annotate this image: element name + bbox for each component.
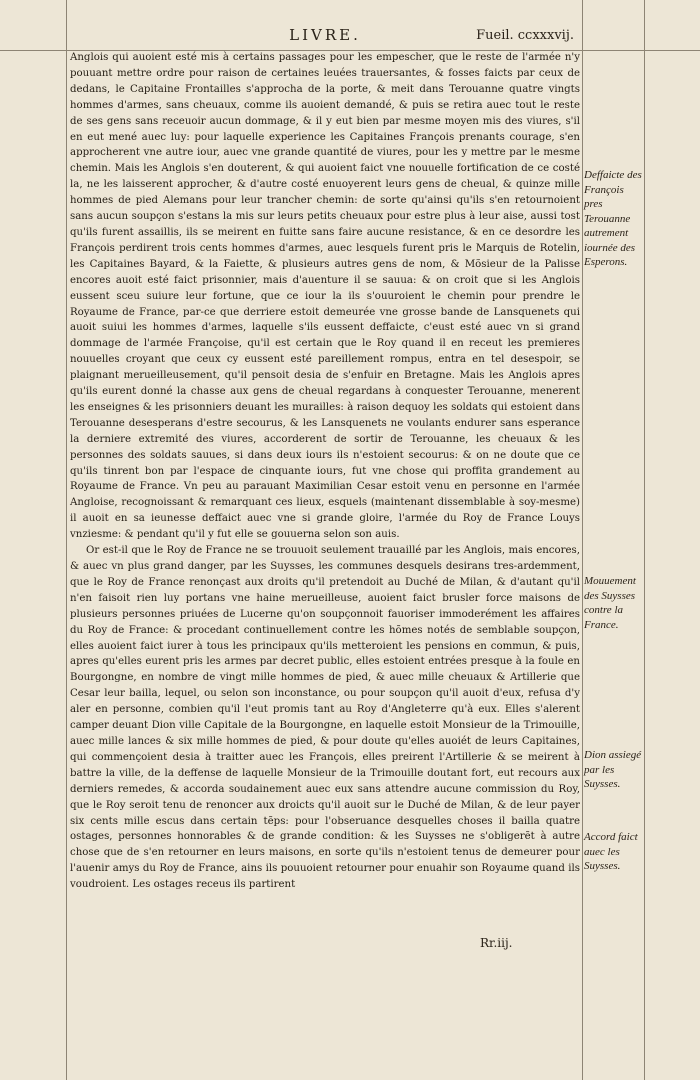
paragraph: Or est-il que le Roy de France ne se trouuoit seulement trauaillé par les Anglois, mais encores, & auec vn plus grand danger, par les Suysses, les communes desquels desirans tres-ardemment, que le Roy de France renonçast aux droits qu'il pretendoit au Duché de Milan, & d'autant qu'il n'en faisoit rien luy portans vne haine merueilleuse, auoient faict brusler force maisons de plusieurs personnes priuées de Lucerne qu'on soupçonnoit fauoriser immoderément les affaires du Roy de France: & procedant continuellement contre les hõmes notés de semblable soupçon, elles auoient faict iurer à tous les principaux qu'ils metteroient les pensions en commun, & puis, apres qu'elles eurent pris les armes par decret public, elles estoient entrées presque à la foule en Bourgongne, en nombre de vingt mille hommes de pied, & auec mille cheuaux & Artillerie que Cesar leur bailla, lequel, ou selon son inconstance, ou pour soupçon qu'il auoit d'eux, refusa d'y aler en personne, combien qu'il l'eut promis tant au Roy d'Angleterre qu'à eux. Elles s'alerent camper deuant Dion ville Capitale de la Bourgongne, en laquelle estoit Monsieur de la Trimouille, auec mille lances & six mille hommes de pied, & pour doute qu'elles auoiét de leurs Capitaines, qui commençoient desia à traitter auec les François, elles preirent l'Artillerie & se meirent à battre la ville, de la deffense de laquelle Monsieur de la Trimouille doutant fort, eut recours aux derniers remedes, & accorda soudainement auec eux sans attendre aucune commission du Roy, que le Roy seroit tenu de renoncer aux droicts qu'il auoit sur le Duché de Milan, & de leur payer six cents mille escus dans certain tẽps: pour l'obseruance desquelles choses il bailla quatre ostages, personnes honnorables & de grande condition: & les Suysses ne s'obligerẽt à autre chose que de s'en retourner en leurs maisons, en sorte qu'ils n'estoient tenus de demeurer pour l'auenir amys du Roy de France, ains ils pouuoient retourner pour enuahir son Royaume quand ils voudroient. Les ostages receus ils partirent xyxy=(70,545,580,891)
left-margin-rule xyxy=(66,0,67,1080)
signature-mark: Rr.iij. xyxy=(480,936,513,950)
running-title: LIVRE. xyxy=(289,26,361,44)
running-header xyxy=(70,26,580,52)
margin-note: Dion assiegé par les Suysses. xyxy=(584,749,642,790)
right-text-rule xyxy=(582,0,583,1080)
main-text-column xyxy=(70,50,580,893)
margin-note: Accord faict auec les Suysses. xyxy=(584,831,638,872)
outer-margin-rule xyxy=(644,0,645,1080)
folio-number: Fueil. ccxxxvij. xyxy=(476,28,574,43)
margin-note: Mouuement des Suysses contre la France. xyxy=(584,575,636,631)
paragraph: Anglois qui auoient esté mis à certains passages pour les empescher, que le reste de l'armée n'y pouuant mettre ordre pour raison de certaines leuées trauersantes, & fosses faicts par ceux de dedans, le Capitaine Frontailles s'approcha de la porte, & meit dans Terouanne quatre vingts hommes d'armes, sans cheuaux, comme ils auoient demandé, & puis se retira auec tout le reste de ses gens sans receuoir aucun dommage, & il y eut bien par mesme moyen mis des viures, s'il en eut mené auec luy: pour laquelle experience les Capitaines François prenants courage, s'en approcherent vne autre iour, auec vne grande quantité de viures, pour les y mettre par le mesme chemin. Mais les Anglois s'en douterent, & qui auoient faict vne nouuelle fortification de ce costé la, ne les laisserent approcher, & d'autre costé enuoyerent leurs gens de cheual, & quinze mille hommes de pied Alemans pour leur trancher chemin: de sorte qu'ainsi qu'ils s'en retournoient sans aucun soupçon s'estans la mis sur leurs petits cheuaux pour estre plus à leur aise, aussi tost qu'ils furent assaillis, ils se meirent en fuitte sans faire aucune resistance, & en ce desordre les François perdirent trois cents hommes d'armes, auec lesquels furent pris le Marquis de Rotelin, les Capitaines Bayard, & la Faiette, & plusieurs autres gens de nom, & Mõsieur de la Palisse encores auoit esté faict prisonnier, mais d'auenture il se sauua: & on croit que si les Anglois eussent sceu suiure leur fortune, que ce iour la ils s'ouuroient le chemin pour prendre le Royaume de France, par-ce que derriere estoit demeurée vne grosse bande de Lansquenets qui auoit suiui les hommes d'armes, laquelle s'ils eussent deffaicte, c'eust esté auec vn si grand dommage de l'armée Françoise, qu'il est certain que le Roy quand il en receut les premieres nouuelles croyant que ceux cy eussent esté pareillement rompus, entra en tel desespoir, se plaignant merueilleusement, qu'il pensoit desia de s'enfuir en Bretagne. Mais les Anglois apres qu'ils eurent donné la chasse aux gens de cheual regardans à conquester Terouanne, menerent les enseignes & les prisonniers deuant les murailles: à raison dequoy les soldats qui estoient dans Terouanne desesperans d'estre secourus, & les Lansquenets ne voulants endurer sans esperance la derniere extremité des viures, accorderent de sortir de Terouanne, les cheuaux & les personnes des soldats sauues, si dans deux iours ils n'estoient secourus: & on ne doute que ce qu'ils tinrent bon par l'espace de cinquante iours, fut vne chose qui proffita grandement au Royaume de France. Vn peu au parauant Maximilian Cesar estoit venu en personne en l'armée Angloise, recognoissant & remarquant ces lieux, esquels (maintenant dissemblable à soy-mesme) il auoit en sa ieunesse deffaict auec vne si grande gloire, l'armée du Roy de France Louys vnziesme: & pendant qu'il y fut elle se gouuerna selon son auis. xyxy=(70,52,580,541)
margin-note: Deffaicte des François pres Terouanne autrement iournée des Esperons. xyxy=(584,169,642,268)
